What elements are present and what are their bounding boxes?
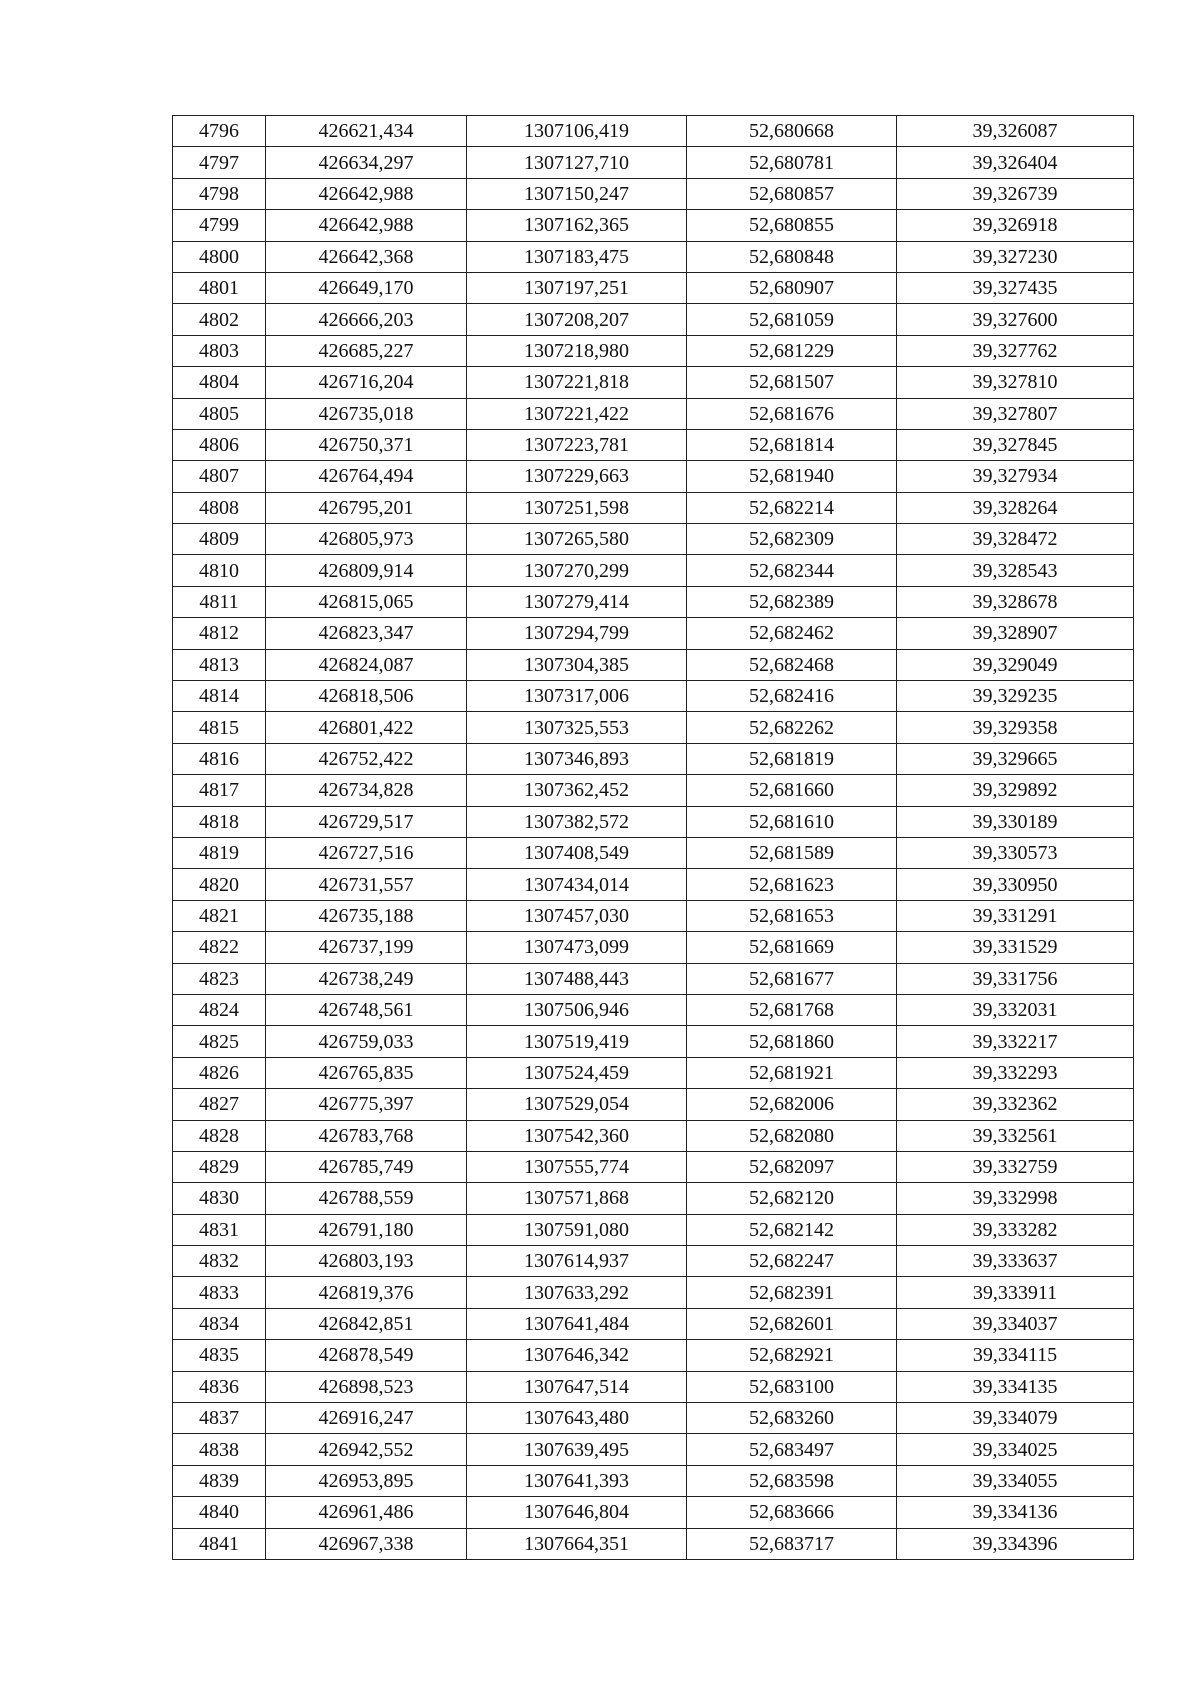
longitude-cell: 39,330573	[897, 837, 1134, 868]
latitude-cell: 52,682097	[687, 1151, 897, 1182]
point-number-cell: 4827	[173, 1089, 266, 1120]
x-coordinate-cell: 426791,180	[266, 1214, 467, 1245]
table-row	[173, 1246, 1134, 1277]
table-row	[173, 1183, 1134, 1214]
point-number-cell: 4801	[173, 272, 266, 303]
x-coordinate-cell: 426775,397	[266, 1089, 467, 1120]
x-coordinate-cell: 426634,297	[266, 147, 467, 178]
latitude-cell: 52,680848	[687, 241, 897, 272]
x-coordinate-cell: 426824,087	[266, 649, 467, 680]
latitude-cell: 52,681229	[687, 335, 897, 366]
longitude-cell: 39,329665	[897, 743, 1134, 774]
longitude-cell: 39,334037	[897, 1308, 1134, 1339]
x-coordinate-cell: 426666,203	[266, 304, 467, 335]
table-row	[173, 869, 1134, 900]
longitude-cell: 39,328543	[897, 555, 1134, 586]
table-row	[173, 1214, 1134, 1245]
latitude-cell: 52,681860	[687, 1026, 897, 1057]
x-coordinate-cell: 426953,895	[266, 1465, 467, 1496]
y-coordinate-cell: 1307270,299	[467, 555, 687, 586]
longitude-cell: 39,326739	[897, 178, 1134, 209]
y-coordinate-cell: 1307473,099	[467, 932, 687, 963]
latitude-cell: 52,682462	[687, 618, 897, 649]
longitude-cell: 39,326087	[897, 116, 1134, 147]
point-number-cell: 4837	[173, 1403, 266, 1434]
longitude-cell: 39,329358	[897, 712, 1134, 743]
table-row	[173, 775, 1134, 806]
y-coordinate-cell: 1307197,251	[467, 272, 687, 303]
point-number-cell: 4812	[173, 618, 266, 649]
table-row	[173, 837, 1134, 868]
x-coordinate-cell: 426734,828	[266, 775, 467, 806]
x-coordinate-cell: 426738,249	[266, 963, 467, 994]
x-coordinate-cell: 426823,347	[266, 618, 467, 649]
latitude-cell: 52,683260	[687, 1403, 897, 1434]
table-row	[173, 1151, 1134, 1182]
longitude-cell: 39,328907	[897, 618, 1134, 649]
table-row	[173, 1057, 1134, 1088]
latitude-cell: 52,680668	[687, 116, 897, 147]
y-coordinate-cell: 1307643,480	[467, 1403, 687, 1434]
table-row	[173, 147, 1134, 178]
table-row	[173, 1434, 1134, 1465]
x-coordinate-cell: 426795,201	[266, 492, 467, 523]
point-number-cell: 4818	[173, 806, 266, 837]
latitude-cell: 52,680857	[687, 178, 897, 209]
y-coordinate-cell: 1307362,452	[467, 775, 687, 806]
latitude-cell: 52,683666	[687, 1497, 897, 1528]
y-coordinate-cell: 1307542,360	[467, 1120, 687, 1151]
latitude-cell: 52,681507	[687, 367, 897, 398]
x-coordinate-cell: 426737,199	[266, 932, 467, 963]
y-coordinate-cell: 1307183,475	[467, 241, 687, 272]
x-coordinate-cell: 426961,486	[266, 1497, 467, 1528]
point-number-cell: 4834	[173, 1308, 266, 1339]
latitude-cell: 52,682468	[687, 649, 897, 680]
x-coordinate-cell: 426649,170	[266, 272, 467, 303]
x-coordinate-cell: 426716,204	[266, 367, 467, 398]
table-row	[173, 900, 1134, 931]
table-row	[173, 1089, 1134, 1120]
point-number-cell: 4820	[173, 869, 266, 900]
longitude-cell: 39,334025	[897, 1434, 1134, 1465]
x-coordinate-cell: 426942,552	[266, 1434, 467, 1465]
point-number-cell: 4839	[173, 1465, 266, 1496]
table-row	[173, 1371, 1134, 1402]
table-row	[173, 806, 1134, 837]
table-row	[173, 963, 1134, 994]
y-coordinate-cell: 1307127,710	[467, 147, 687, 178]
x-coordinate-cell: 426801,422	[266, 712, 467, 743]
x-coordinate-cell: 426642,988	[266, 178, 467, 209]
longitude-cell: 39,332759	[897, 1151, 1134, 1182]
coordinates-table-body	[173, 116, 1134, 1560]
x-coordinate-cell: 426788,559	[266, 1183, 467, 1214]
point-number-cell: 4814	[173, 681, 266, 712]
point-number-cell: 4829	[173, 1151, 266, 1182]
point-number-cell: 4826	[173, 1057, 266, 1088]
x-coordinate-cell: 426898,523	[266, 1371, 467, 1402]
table-row	[173, 272, 1134, 303]
latitude-cell: 52,681940	[687, 461, 897, 492]
latitude-cell: 52,682389	[687, 586, 897, 617]
latitude-cell: 52,682309	[687, 524, 897, 555]
longitude-cell: 39,332217	[897, 1026, 1134, 1057]
longitude-cell: 39,327845	[897, 429, 1134, 460]
y-coordinate-cell: 1307639,495	[467, 1434, 687, 1465]
longitude-cell: 39,329892	[897, 775, 1134, 806]
longitude-cell: 39,328264	[897, 492, 1134, 523]
y-coordinate-cell: 1307251,598	[467, 492, 687, 523]
longitude-cell: 39,327810	[897, 367, 1134, 398]
table-row	[173, 524, 1134, 555]
x-coordinate-cell: 426642,988	[266, 210, 467, 241]
point-number-cell: 4821	[173, 900, 266, 931]
latitude-cell: 52,681677	[687, 963, 897, 994]
longitude-cell: 39,332362	[897, 1089, 1134, 1120]
longitude-cell: 39,327230	[897, 241, 1134, 272]
longitude-cell: 39,332561	[897, 1120, 1134, 1151]
x-coordinate-cell: 426785,749	[266, 1151, 467, 1182]
table-row	[173, 932, 1134, 963]
x-coordinate-cell: 426642,368	[266, 241, 467, 272]
latitude-cell: 52,683100	[687, 1371, 897, 1402]
point-number-cell: 4806	[173, 429, 266, 460]
longitude-cell: 39,331756	[897, 963, 1134, 994]
y-coordinate-cell: 1307223,781	[467, 429, 687, 460]
table-row	[173, 1465, 1134, 1496]
coordinates-table	[172, 115, 1134, 1560]
point-number-cell: 4832	[173, 1246, 266, 1277]
point-number-cell: 4803	[173, 335, 266, 366]
point-number-cell: 4799	[173, 210, 266, 241]
point-number-cell: 4819	[173, 837, 266, 868]
x-coordinate-cell: 426731,557	[266, 869, 467, 900]
table-row	[173, 461, 1134, 492]
y-coordinate-cell: 1307641,393	[467, 1465, 687, 1496]
point-number-cell: 4808	[173, 492, 266, 523]
table-row	[173, 1528, 1134, 1559]
longitude-cell: 39,333637	[897, 1246, 1134, 1277]
point-number-cell: 4838	[173, 1434, 266, 1465]
y-coordinate-cell: 1307279,414	[467, 586, 687, 617]
point-number-cell: 4828	[173, 1120, 266, 1151]
table-row	[173, 116, 1134, 147]
point-number-cell: 4831	[173, 1214, 266, 1245]
y-coordinate-cell: 1307304,385	[467, 649, 687, 680]
latitude-cell: 52,681768	[687, 994, 897, 1025]
latitude-cell: 52,680907	[687, 272, 897, 303]
y-coordinate-cell: 1307150,247	[467, 178, 687, 209]
point-number-cell: 4798	[173, 178, 266, 209]
longitude-cell: 39,326918	[897, 210, 1134, 241]
y-coordinate-cell: 1307647,514	[467, 1371, 687, 1402]
point-number-cell: 4811	[173, 586, 266, 617]
x-coordinate-cell: 426764,494	[266, 461, 467, 492]
y-coordinate-cell: 1307106,419	[467, 116, 687, 147]
point-number-cell: 4833	[173, 1277, 266, 1308]
x-coordinate-cell: 426809,914	[266, 555, 467, 586]
y-coordinate-cell: 1307162,365	[467, 210, 687, 241]
y-coordinate-cell: 1307408,549	[467, 837, 687, 868]
longitude-cell: 39,327600	[897, 304, 1134, 335]
x-coordinate-cell: 426729,517	[266, 806, 467, 837]
y-coordinate-cell: 1307571,868	[467, 1183, 687, 1214]
longitude-cell: 39,331291	[897, 900, 1134, 931]
table-row	[173, 492, 1134, 523]
longitude-cell: 39,334115	[897, 1340, 1134, 1371]
longitude-cell: 39,332031	[897, 994, 1134, 1025]
longitude-cell: 39,326404	[897, 147, 1134, 178]
y-coordinate-cell: 1307325,553	[467, 712, 687, 743]
latitude-cell: 52,683717	[687, 1528, 897, 1559]
longitude-cell: 39,328678	[897, 586, 1134, 617]
latitude-cell: 52,681660	[687, 775, 897, 806]
y-coordinate-cell: 1307221,818	[467, 367, 687, 398]
table-row	[173, 649, 1134, 680]
point-number-cell: 4816	[173, 743, 266, 774]
point-number-cell: 4815	[173, 712, 266, 743]
table-row	[173, 1308, 1134, 1339]
point-number-cell: 4825	[173, 1026, 266, 1057]
point-number-cell: 4841	[173, 1528, 266, 1559]
latitude-cell: 52,682006	[687, 1089, 897, 1120]
longitude-cell: 39,327762	[897, 335, 1134, 366]
point-number-cell: 4824	[173, 994, 266, 1025]
y-coordinate-cell: 1307591,080	[467, 1214, 687, 1245]
y-coordinate-cell: 1307382,572	[467, 806, 687, 837]
y-coordinate-cell: 1307265,580	[467, 524, 687, 555]
x-coordinate-cell: 426815,065	[266, 586, 467, 617]
y-coordinate-cell: 1307294,799	[467, 618, 687, 649]
table-row	[173, 335, 1134, 366]
y-coordinate-cell: 1307218,980	[467, 335, 687, 366]
point-number-cell: 4823	[173, 963, 266, 994]
y-coordinate-cell: 1307641,484	[467, 1308, 687, 1339]
y-coordinate-cell: 1307434,014	[467, 869, 687, 900]
point-number-cell: 4800	[173, 241, 266, 272]
table-row	[173, 681, 1134, 712]
table-row	[173, 367, 1134, 398]
point-number-cell: 4822	[173, 932, 266, 963]
latitude-cell: 52,682391	[687, 1277, 897, 1308]
longitude-cell: 39,328472	[897, 524, 1134, 555]
latitude-cell: 52,682247	[687, 1246, 897, 1277]
y-coordinate-cell: 1307346,893	[467, 743, 687, 774]
point-number-cell: 4796	[173, 116, 266, 147]
table-row	[173, 743, 1134, 774]
table-row	[173, 429, 1134, 460]
longitude-cell: 39,329235	[897, 681, 1134, 712]
y-coordinate-cell: 1307614,937	[467, 1246, 687, 1277]
table-row	[173, 618, 1134, 649]
table-row	[173, 1277, 1134, 1308]
table-row	[173, 712, 1134, 743]
x-coordinate-cell: 426735,188	[266, 900, 467, 931]
x-coordinate-cell: 426842,851	[266, 1308, 467, 1339]
table-row	[173, 241, 1134, 272]
table-row	[173, 210, 1134, 241]
latitude-cell: 52,682921	[687, 1340, 897, 1371]
y-coordinate-cell: 1307457,030	[467, 900, 687, 931]
point-number-cell: 4835	[173, 1340, 266, 1371]
longitude-cell: 39,334079	[897, 1403, 1134, 1434]
y-coordinate-cell: 1307646,342	[467, 1340, 687, 1371]
y-coordinate-cell: 1307317,006	[467, 681, 687, 712]
latitude-cell: 52,680781	[687, 147, 897, 178]
point-number-cell: 4809	[173, 524, 266, 555]
table-row	[173, 304, 1134, 335]
latitude-cell: 52,681676	[687, 398, 897, 429]
latitude-cell: 52,682142	[687, 1214, 897, 1245]
latitude-cell: 52,683497	[687, 1434, 897, 1465]
latitude-cell: 52,682120	[687, 1183, 897, 1214]
point-number-cell: 4810	[173, 555, 266, 586]
longitude-cell: 39,330950	[897, 869, 1134, 900]
latitude-cell: 52,681610	[687, 806, 897, 837]
latitude-cell: 52,682080	[687, 1120, 897, 1151]
x-coordinate-cell: 426752,422	[266, 743, 467, 774]
x-coordinate-cell: 426685,227	[266, 335, 467, 366]
point-number-cell: 4817	[173, 775, 266, 806]
y-coordinate-cell: 1307529,054	[467, 1089, 687, 1120]
y-coordinate-cell: 1307664,351	[467, 1528, 687, 1559]
table-row	[173, 178, 1134, 209]
latitude-cell: 52,681921	[687, 1057, 897, 1088]
x-coordinate-cell: 426818,506	[266, 681, 467, 712]
latitude-cell: 52,681669	[687, 932, 897, 963]
point-number-cell: 4840	[173, 1497, 266, 1528]
table-row	[173, 555, 1134, 586]
longitude-cell: 39,334396	[897, 1528, 1134, 1559]
latitude-cell: 52,681653	[687, 900, 897, 931]
point-number-cell: 4830	[173, 1183, 266, 1214]
point-number-cell: 4807	[173, 461, 266, 492]
latitude-cell: 52,682601	[687, 1308, 897, 1339]
table-row	[173, 1497, 1134, 1528]
point-number-cell: 4836	[173, 1371, 266, 1402]
y-coordinate-cell: 1307646,804	[467, 1497, 687, 1528]
longitude-cell: 39,333911	[897, 1277, 1134, 1308]
longitude-cell: 39,331529	[897, 932, 1134, 963]
x-coordinate-cell: 426783,768	[266, 1120, 467, 1151]
table-row	[173, 1120, 1134, 1151]
x-coordinate-cell: 426967,338	[266, 1528, 467, 1559]
longitude-cell: 39,330189	[897, 806, 1134, 837]
longitude-cell: 39,329049	[897, 649, 1134, 680]
y-coordinate-cell: 1307208,207	[467, 304, 687, 335]
point-number-cell: 4805	[173, 398, 266, 429]
latitude-cell: 52,681059	[687, 304, 897, 335]
longitude-cell: 39,332293	[897, 1057, 1134, 1088]
x-coordinate-cell: 426916,247	[266, 1403, 467, 1434]
x-coordinate-cell: 426805,973	[266, 524, 467, 555]
x-coordinate-cell: 426765,835	[266, 1057, 467, 1088]
x-coordinate-cell: 426621,434	[266, 116, 467, 147]
table-row	[173, 994, 1134, 1025]
latitude-cell: 52,682214	[687, 492, 897, 523]
longitude-cell: 39,334055	[897, 1465, 1134, 1496]
y-coordinate-cell: 1307221,422	[467, 398, 687, 429]
longitude-cell: 39,334135	[897, 1371, 1134, 1402]
y-coordinate-cell: 1307519,419	[467, 1026, 687, 1057]
latitude-cell: 52,681819	[687, 743, 897, 774]
y-coordinate-cell: 1307633,292	[467, 1277, 687, 1308]
y-coordinate-cell: 1307524,459	[467, 1057, 687, 1088]
table-row	[173, 1026, 1134, 1057]
latitude-cell: 52,681589	[687, 837, 897, 868]
y-coordinate-cell: 1307229,663	[467, 461, 687, 492]
latitude-cell: 52,682262	[687, 712, 897, 743]
longitude-cell: 39,333282	[897, 1214, 1134, 1245]
x-coordinate-cell: 426759,033	[266, 1026, 467, 1057]
latitude-cell: 52,683598	[687, 1465, 897, 1496]
point-number-cell: 4804	[173, 367, 266, 398]
latitude-cell: 52,681623	[687, 869, 897, 900]
point-number-cell: 4797	[173, 147, 266, 178]
longitude-cell: 39,327435	[897, 272, 1134, 303]
x-coordinate-cell: 426750,371	[266, 429, 467, 460]
latitude-cell: 52,681814	[687, 429, 897, 460]
x-coordinate-cell: 426735,018	[266, 398, 467, 429]
x-coordinate-cell: 426878,549	[266, 1340, 467, 1371]
point-number-cell: 4802	[173, 304, 266, 335]
table-row	[173, 586, 1134, 617]
x-coordinate-cell: 426748,561	[266, 994, 467, 1025]
y-coordinate-cell: 1307555,774	[467, 1151, 687, 1182]
y-coordinate-cell: 1307488,443	[467, 963, 687, 994]
longitude-cell: 39,332998	[897, 1183, 1134, 1214]
longitude-cell: 39,327807	[897, 398, 1134, 429]
y-coordinate-cell: 1307506,946	[467, 994, 687, 1025]
longitude-cell: 39,327934	[897, 461, 1134, 492]
table-row	[173, 1403, 1134, 1434]
x-coordinate-cell: 426727,516	[266, 837, 467, 868]
x-coordinate-cell: 426819,376	[266, 1277, 467, 1308]
longitude-cell: 39,334136	[897, 1497, 1134, 1528]
latitude-cell: 52,682416	[687, 681, 897, 712]
x-coordinate-cell: 426803,193	[266, 1246, 467, 1277]
table-row	[173, 398, 1134, 429]
point-number-cell: 4813	[173, 649, 266, 680]
latitude-cell: 52,682344	[687, 555, 897, 586]
latitude-cell: 52,680855	[687, 210, 897, 241]
table-row	[173, 1340, 1134, 1371]
